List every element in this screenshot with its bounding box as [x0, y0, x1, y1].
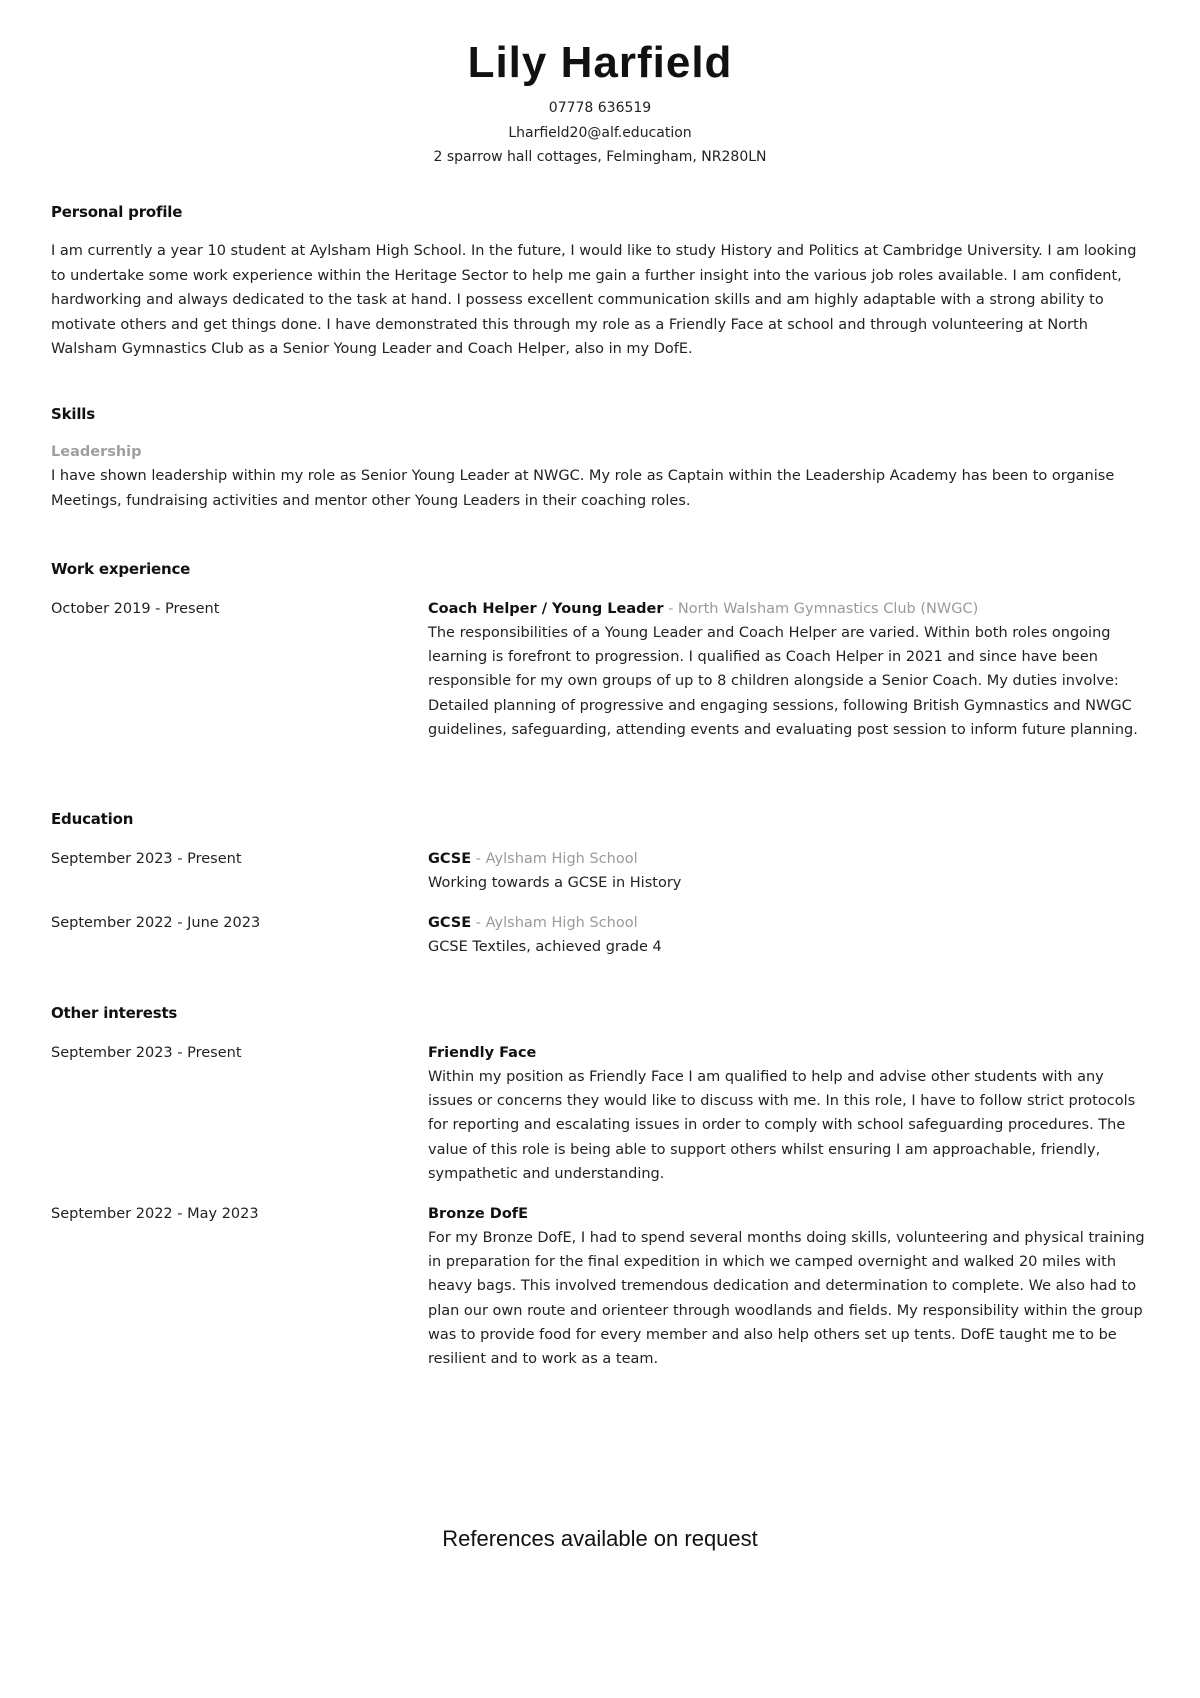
work-section: [51, 559, 1151, 742]
entry-date: September 2022 - June 2023: [51, 915, 261, 932]
entry-title: Bronze DofE: [428, 1206, 529, 1223]
work-entry: [51, 597, 1151, 742]
profile-text: I am currently a year 10 student at Aylsham High School. In the future, I would like to study History and Politics at Cambridge University. I am looking to undertake some work experience within the Heritage Sector to help me gain a further insight into the various job roles available. I am confident, hardworking and always dedicated to the task at hand. I possess excellent communication skills and am highly adaptable with a strong ability to motivate others and get things done. I have demonstrated this through my role as a Friendly Face at school and through volunteering at North Walsham Gymnastics Club as a Senior Young Leader and Coach Helper, also in my DofE.: [51, 243, 1137, 357]
profile-title: Personal profile: [51, 203, 183, 221]
interest-entry: [51, 1202, 1151, 1371]
entry-date: September 2023 - Present: [51, 1045, 242, 1061]
entry-heading: [428, 1041, 1148, 1065]
entry-date: September 2023 - Present: [51, 851, 242, 867]
entry-title: GCSE: [428, 851, 472, 867]
entry-title: Coach Helper / Young Leader: [428, 601, 664, 617]
education-title: Education: [51, 810, 134, 828]
education-section: [51, 809, 1151, 959]
skill-item: [51, 440, 1151, 513]
interests-section: [51, 1003, 1151, 1371]
skill-description: I have shown leadership within my role as Senior Young Leader at NWGC. My role as Captain within the Leadership Academy has been to organise Meetings, fundraising activities and mentor other Young Leaders in their coaching roles.: [51, 468, 1115, 509]
entry-body: [428, 1041, 1148, 1186]
entry-description: The responsibilities of a Young Leader and Coach Helper are varied. Within both roles ongoing learning is forefront to progression. I qualified as Coach Helper in 2021 and since have been responsible for my own groups of up to 8 children alongside a Senior Coach. My duties involve: Detailed planning of progressive and engaging sessions, following British Gymnastics and NWGC guidelines, safeguarding, attending events and evaluating post session to inform future planning.: [428, 625, 1138, 738]
interest-entry: [51, 1041, 1151, 1186]
interests-title: Other interests: [51, 1004, 178, 1022]
postal-address: 2 sparrow hall cottages, Felmingham, NR280LN: [433, 149, 767, 165]
entry-date: October 2019 - Present: [51, 601, 220, 617]
entry-description: Working towards a GCSE in History: [428, 875, 682, 891]
entry-body: [428, 1202, 1148, 1371]
education-entry: [51, 911, 1151, 959]
entry-heading: [428, 597, 1148, 621]
entry-heading: [428, 1202, 1148, 1226]
work-title: Work experience: [51, 560, 191, 578]
entry-organisation: - North Walsham Gymnastics Club (NWGC): [663, 601, 979, 617]
email-address: Lharfield20@alf.education: [508, 124, 692, 141]
entry-title: Friendly Face: [428, 1045, 537, 1061]
entry-body: [428, 847, 1148, 895]
phone-number: 07778 636519: [548, 100, 652, 116]
entry-title: GCSE: [428, 915, 472, 932]
entry-organisation: - Aylsham High School: [471, 851, 638, 867]
skills-title: Skills: [51, 405, 95, 423]
references-note: References available on request: [442, 1526, 758, 1551]
skill-name: Leadership: [51, 444, 142, 460]
entry-description: GCSE Textiles, achieved grade 4: [428, 939, 662, 956]
entry-heading: [428, 911, 1148, 935]
profile-section: [51, 202, 1151, 362]
entry-organisation: - Aylsham High School: [471, 915, 638, 932]
candidate-name: Lily Harfield: [467, 38, 733, 87]
entry-description: For my Bronze DofE, I had to spend several months doing skills, volunteering and physical training in preparation for the final expedition in which we camped overnight and walked 20 miles with heavy bags. This involved tremendous dedication and determination to complete. We also had to plan our own route and orienteer through woodlands and fields. My responsibility within the group was to provide food for every member and also help others set up tents. DofE taught me to be resilient and to work as a team.: [428, 1230, 1145, 1368]
education-entry: [51, 847, 1151, 895]
entry-description: Within my position as Friendly Face I am qualified to help and advise other students with any issues or concerns they would like to discuss with me. In this role, I have to follow strict protocols for reporting and escalating issues in order to comply with school safeguarding procedures. The value of this role is being able to support others whilst ensuring I am approachable, friendly, sympathetic and understanding.: [428, 1069, 1136, 1182]
entry-heading: [428, 847, 1148, 871]
entry-body: [428, 597, 1148, 742]
entry-body: [428, 911, 1148, 959]
entry-date: September 2022 - May 2023: [51, 1206, 259, 1223]
skills-section: [51, 404, 1151, 513]
cv-header: [0, 36, 1200, 170]
